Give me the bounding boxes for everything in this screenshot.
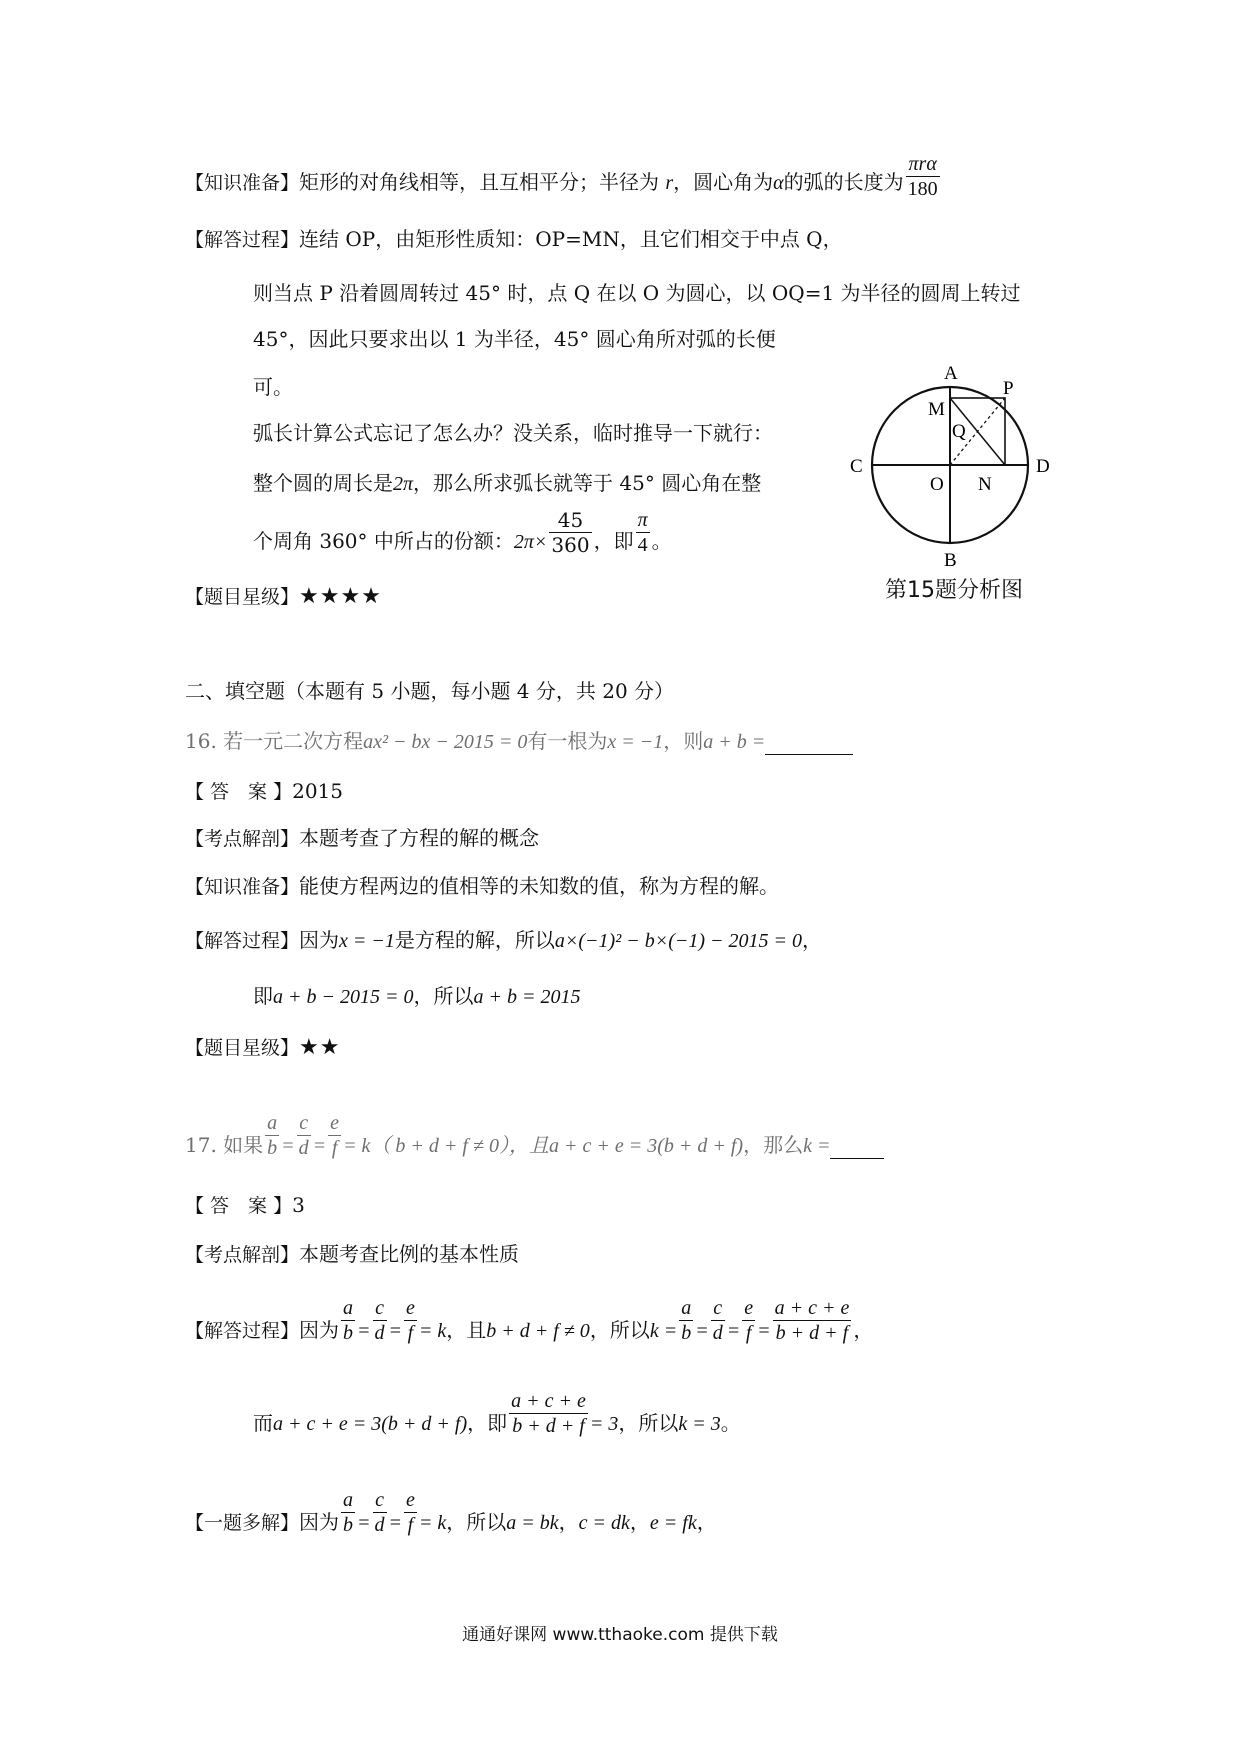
figure-label-d: D — [1036, 456, 1050, 477]
q16-sol-text-a: 因为 — [299, 928, 340, 952]
q16-sol-text-c: 是方程的解，所以 — [394, 928, 555, 952]
q17-multi-sep-1: ， — [558, 1510, 579, 1534]
q16-sol2-text-c: ，所以 — [413, 984, 474, 1008]
knowledge-tag: 【知识准备】 — [185, 876, 300, 898]
q17-sol-sum-fraction: $\frac{a + c + e}{b + d + f}$ — [774, 1297, 850, 1344]
q15-knowledge-text: 矩形的对角线相等，且互相平分；半径为 — [299, 170, 660, 194]
q17-sol2-text-g: 。 — [720, 1411, 741, 1435]
q17-analysis: 本题考查比例的基本性质 — [299, 1242, 520, 1266]
q17-multi-e-fk: e = fk — [649, 1512, 697, 1534]
q15-fraction-pi-4: $\frac{\pi}{4}$ — [637, 509, 648, 556]
q15-arc-formula: $\frac{\text{πrα}}{180}$ — [907, 153, 938, 200]
q15-solution-line-5 — [253, 420, 773, 446]
q17-sol-frac-c-d: $\frac{c}{d}$ — [374, 1297, 385, 1344]
q17-multi-eq: = — [357, 1512, 371, 1534]
q16-answer: 2015 — [292, 779, 343, 803]
q15-solution-text-6c: ，那么所求弧长就等于 45° 圆心角在整 — [413, 471, 762, 495]
q17-sol-eq: = — [357, 1320, 371, 1342]
q17-sol-k: = k — [418, 1320, 447, 1342]
q15-solution-text-1: 连结 OP，由矩形性质知：OP=MN，且它们相交于中点 Q， — [299, 227, 843, 251]
q15-analysis-figure — [840, 365, 1060, 570]
q17-multi-k: = k — [418, 1512, 447, 1534]
figure-label-p: P — [1003, 378, 1014, 399]
q15-solution-line-2 — [253, 280, 1021, 306]
q15-solution-line-4 — [253, 374, 293, 400]
q17-multi-line — [185, 1489, 717, 1537]
q16-sol2-eq1: a + b − 2015 = 0 — [273, 986, 414, 1008]
q17-multi-a-bk: a = bk — [506, 1512, 559, 1534]
q15-solution-text-7d: 。 — [651, 529, 672, 553]
figure-label-o: O — [930, 474, 944, 495]
figure-label-m: M — [928, 399, 945, 420]
figure-label-b: B — [944, 550, 957, 570]
q17-solution-line-2 — [253, 1390, 741, 1438]
multi-tag: 【一题多解】 — [185, 1512, 300, 1534]
knowledge-tag: 【知识准备】 — [185, 172, 300, 194]
q16-sol-substitution: a×(−1)² − b×(−1) − 2015 = 0 — [554, 930, 802, 952]
q17-frac-a-b: $\frac{a}{b}$ — [267, 1112, 278, 1159]
q16-star-rating: ★★ — [299, 1035, 341, 1060]
q17-multi-frac-e-f: $\frac{e}{f}$ — [406, 1489, 415, 1536]
q17-multi-sep-3: ， — [696, 1510, 717, 1534]
answer-tag: 【 答 案 】 — [185, 1195, 293, 1217]
q17-sol-frac-e-f: $\frac{e}{f}$ — [406, 1297, 415, 1344]
solution-tag: 【解答过程】 — [185, 229, 300, 251]
q17-sol2-text-a: 而 — [253, 1411, 273, 1435]
q17-sol2-text-c: ，即 — [467, 1411, 508, 1435]
q17-frac-c-d: $\frac{c}{d}$ — [298, 1112, 309, 1159]
q17-multi-c-dk: c = dk — [578, 1512, 630, 1534]
q17-sol-k-eq: k = — [649, 1320, 678, 1342]
q15-solution-2pi: 2π× — [513, 531, 548, 553]
figure-label-n: N — [978, 474, 992, 495]
answer-tag: 【 答 案 】 — [185, 781, 293, 803]
q16-sol-root: x = −1 — [339, 930, 395, 952]
q16-analysis: 本题考查了方程的解的概念 — [299, 826, 540, 850]
q17-condition: （ b + d + f ≠ 0），且 — [370, 1135, 549, 1157]
q17-sol-text-d: ，所以 — [589, 1318, 650, 1342]
q16-solution-line-1 — [185, 927, 822, 954]
q15-solution-text-7c: ，即 — [593, 529, 634, 553]
q17-eq-sign: = — [281, 1135, 295, 1157]
q17-multi-frac-c-d: $\frac{c}{d}$ — [374, 1489, 385, 1536]
q16-stem-text-a: 16. 若一元二次方程 — [185, 729, 364, 753]
q15-solution-line-7 — [253, 508, 672, 557]
q17-answer-blank — [830, 1132, 884, 1159]
figure-label-c: C — [850, 456, 863, 477]
q15-knowledge-text3: 的弧的长度为 — [783, 170, 904, 194]
q15-knowledge-alpha: α — [773, 172, 784, 194]
q15-solution-line-1 — [185, 226, 843, 253]
q17-sol2-eq3: = 3 — [589, 1413, 619, 1435]
q15-knowledge-r: r — [665, 172, 674, 194]
q17-sol2-frac-c-d: $\frac{c}{d}$ — [712, 1297, 723, 1344]
q17-sol2-eq: a + c + e = 3(b + d + f) — [273, 1413, 468, 1435]
q16-analysis-line — [185, 825, 539, 852]
q16-stem-text-b: 有一根为 — [527, 729, 608, 753]
q17-stem-text-a: 17. 如果 — [185, 1133, 264, 1157]
q16-sol-text-e: ， — [802, 928, 822, 952]
q16-stars-line — [185, 1034, 340, 1061]
q17-sol-condition: b + d + f ≠ 0 — [486, 1320, 590, 1342]
q17-sol2-sum-fraction: $\frac{a + c + e}{b + d + f}$ — [511, 1390, 586, 1437]
q16-stem — [185, 728, 853, 755]
q15-solution-text-5: 弧长计算公式忘记了怎么办？没关系，临时推导一下就行： — [253, 421, 773, 445]
q17-answer: 3 — [292, 1193, 305, 1217]
analysis-tag: 【考点解剖】 — [185, 1244, 300, 1266]
q15-solution-text-2: 则当点 P 沿着圆周转过 45° 时，点 Q 在以 O 为圆心，以 OQ=1 为半径的圆周上转过 — [253, 281, 1021, 305]
q15-fraction-45-360: $\frac{45}{360}$ — [551, 508, 590, 557]
q16-ask: a + b = — [703, 731, 766, 753]
figure-label-a: A — [944, 365, 958, 384]
q17-sol2-result: k = 3 — [678, 1413, 721, 1435]
q16-equation: ax² − bx − 2015 = 0 — [363, 731, 528, 753]
q15-stars-line — [185, 583, 382, 610]
q17-stem-text-b: ，那么 — [743, 1133, 804, 1157]
analysis-tag: 【考点解剖】 — [185, 828, 300, 850]
q17-solution-line-1 — [185, 1297, 874, 1345]
q15-circumference: 2π — [393, 473, 414, 495]
q17-equation: a + c + e = 3(b + d + f) — [548, 1135, 744, 1157]
q17-sol2-frac-a-b: $\frac{a}{b}$ — [681, 1297, 692, 1344]
q17-k: = k — [343, 1135, 371, 1157]
q17-sol-text-f: ， — [853, 1318, 874, 1342]
q17-answer-line — [185, 1192, 305, 1219]
q17-frac-e-f: $\frac{e}{f}$ — [330, 1112, 340, 1159]
q17-sol-text-b: ，且 — [446, 1318, 487, 1342]
q17-sol-frac-a-b: $\frac{a}{b}$ — [343, 1297, 354, 1344]
q15-star-rating: ★★★★ — [299, 584, 382, 609]
q16-stem-text-c: ，则 — [663, 729, 704, 753]
solution-tag: 【解答过程】 — [185, 1320, 300, 1342]
figure-caption: 第15题分析图 — [885, 578, 1023, 603]
q17-multi-text-b: ，所以 — [446, 1510, 507, 1534]
q17-multi-sep-2: ， — [629, 1510, 650, 1534]
q17-sol2-text-e: ，所以 — [618, 1411, 679, 1435]
q17-sol-eq: = — [695, 1320, 709, 1342]
q15-solution-text-7a: 个周角 360° 中所占的份额： — [253, 529, 514, 553]
stars-tag: 【题目星级】 — [185, 586, 300, 608]
q17-sol-eq: = — [726, 1320, 741, 1342]
figure-label-q: Q — [952, 421, 966, 442]
q17-analysis-line — [185, 1241, 519, 1268]
q15-solution-text-6a: 整个圆的周长是 — [253, 471, 393, 495]
q17-multi-eq: = — [388, 1512, 403, 1534]
q16-answer-blank — [765, 728, 853, 755]
q15-solution-line-3 — [253, 326, 776, 352]
q17-sol-eq: = — [388, 1320, 403, 1342]
q17-sol2-frac-e-f: $\frac{e}{f}$ — [744, 1297, 754, 1344]
q16-sol2-result: a + b = 2015 — [473, 986, 581, 1008]
q16-knowledge-line — [185, 873, 779, 900]
q17-ask: k = — [803, 1135, 831, 1157]
q15-solution-text-4: 可。 — [253, 375, 293, 399]
q17-sol-text-a: 因为 — [299, 1318, 340, 1342]
q16-solution-line-2 — [253, 983, 581, 1010]
stars-tag: 【题目星级】 — [185, 1037, 300, 1059]
solution-tag: 【解答过程】 — [185, 930, 300, 952]
q16-knowledge: 能使方程两边的值相等的未知数的值，称为方程的解。 — [299, 874, 780, 898]
q17-multi-frac-a-b: $\frac{a}{b}$ — [343, 1489, 354, 1536]
q15-knowledge-line — [185, 153, 942, 201]
q16-answer-line — [185, 778, 343, 805]
q15-solution-text-3: 45°，因此只要求出以 1 为半径，45° 圆心角所对弧的长便 — [253, 327, 776, 351]
q17-eq-sign: = — [312, 1135, 327, 1157]
q15-solution-line-6 — [253, 470, 761, 497]
q17-multi-text-a: 因为 — [299, 1510, 340, 1534]
page-footer: 通通好课网 www.tthaoke.com 提供下载 — [462, 1625, 778, 1645]
q16-sol2-text-a: 即 — [253, 984, 273, 1008]
section-title — [185, 678, 674, 704]
q17-sol-eq: = — [757, 1320, 771, 1342]
q16-root: x = −1 — [607, 731, 664, 753]
section-title-text: 二、填空题（本题有 5 小题，每小题 4 分，共 20 分） — [185, 679, 675, 703]
q17-stem — [185, 1112, 884, 1160]
q15-knowledge-text2: ，圆心角为 — [673, 170, 774, 194]
